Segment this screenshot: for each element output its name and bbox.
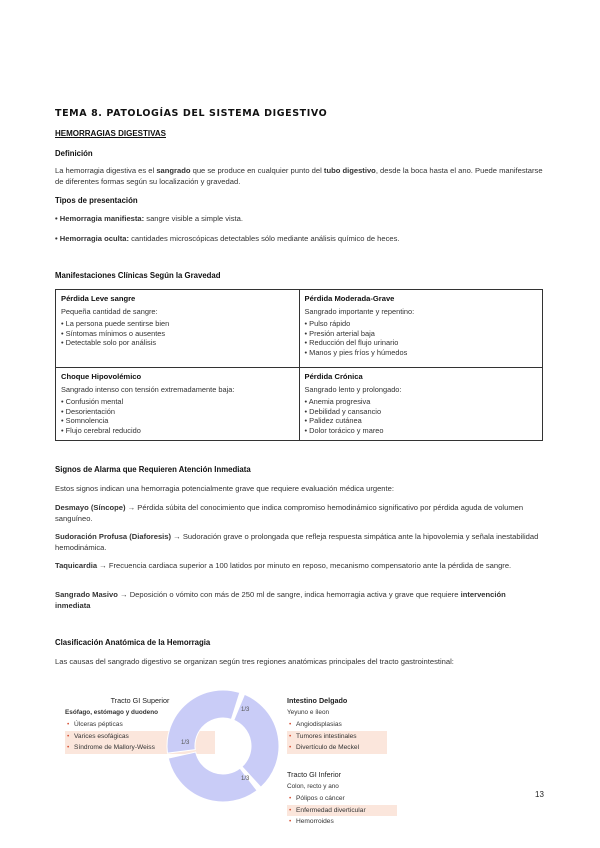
cell-item: • Pulso rápido <box>304 319 351 329</box>
alarm-label: Taquicardia <box>55 561 98 570</box>
cell-subtitle: Pequeña cantidad de sangre: <box>61 306 158 316</box>
cell-item: • Flujo cerebral reducido <box>61 425 141 435</box>
alarm-item <box>55 560 543 571</box>
cell-item: • La persona puede sentirse bien <box>61 319 170 329</box>
lower-gi-title: Tracto GI Inferior <box>287 770 342 779</box>
donut-chart <box>163 684 283 809</box>
small-intestine-item: • Divertículo de Meckel <box>287 742 387 754</box>
alarm-label: Sudoración Profusa (Diaforesis) <box>55 532 172 541</box>
page-number: 13 <box>535 790 544 799</box>
lower-gi-item: • Enfermedad diverticular <box>287 805 397 817</box>
upper-gi-item: • Úlceras pépticas <box>65 719 215 731</box>
manifestations-heading: Manifestaciones Clínicas Según la Gravedad <box>55 271 221 280</box>
type-item <box>55 233 543 244</box>
anatomic-intro: Las causas del sangrado digestivo se organizan según tres regiones anatómicas principales del tracto gastrointestinal: <box>55 657 454 666</box>
cell-title: Pérdida Moderada-Grave <box>304 294 395 303</box>
definition-heading: Definición <box>55 149 93 158</box>
segment-label: 1/3 <box>241 776 250 782</box>
alarm-item <box>55 502 543 524</box>
cell-subtitle: Sangrado intenso con tensión extremadamente baja: <box>61 384 235 394</box>
severity-cell <box>56 368 300 441</box>
cell-item: • Desorientación <box>61 406 115 416</box>
upper-gi-item: • Síndrome de Mallory-Weiss <box>65 742 215 754</box>
small-intestine-box <box>287 696 387 754</box>
cell-title: Pérdida Crónica <box>304 372 363 381</box>
type-label: • Hemorragia oculta: <box>55 234 129 243</box>
alarm-text: → Pérdida súbita del conocimiento que indica compromiso hemodinámico significativo por pérdida aguda de volumen sanguíneo. <box>55 503 524 523</box>
type-label: • Hemorragia manifiesta: <box>55 214 145 223</box>
cell-item: • Somnolencia <box>61 416 109 426</box>
alarm-label: Sangrado Masivo <box>55 590 118 599</box>
page-title: TEMA 8. PATOLOGÍAS DEL SISTEMA DIGESTIVO <box>55 108 328 119</box>
lower-gi-item: • Pólipos o cáncer <box>287 793 397 805</box>
alarm-label: Desmayo (Síncope) <box>55 503 126 512</box>
severity-cell <box>299 368 543 441</box>
alarm-heading: Signos de Alarma que Requieren Atención Inmediata <box>55 465 251 474</box>
type-text: sangre visible a simple vista. <box>144 214 243 223</box>
cell-item: • Reducción del flujo urinario <box>304 338 399 348</box>
definition-bold-2: tubo digestivo <box>323 166 376 175</box>
type-text: cantidades microscópicas detectables sólo mediante análisis químico de heces. <box>128 234 400 243</box>
alarm-intro: Estos signos indican una hemorragia potencialmente grave que requiere evaluación médica urgente: <box>55 484 394 493</box>
cell-subtitle: Sangrado importante y repentino: <box>304 306 415 316</box>
cell-item: • Detectable solo por análisis <box>61 338 157 348</box>
alarm-emphasis: intervención inmediata <box>55 590 506 610</box>
cell-item: • Confusión mental <box>61 397 124 407</box>
segment-label: 1/3 <box>241 707 250 713</box>
section-title: HEMORRAGIAS DIGESTIVAS <box>55 129 166 138</box>
alarm-item <box>55 589 543 611</box>
lower-gi-box <box>287 770 397 828</box>
cell-item: • Debilidad y cansancio <box>304 406 382 416</box>
severity-table <box>55 289 543 441</box>
small-intestine-item: • Angiodisplasias <box>287 719 387 731</box>
anatomic-diagram <box>55 684 545 848</box>
donut-segment <box>167 690 240 753</box>
cell-item: • Síntomas mínimos o ausentes <box>61 328 166 338</box>
definition-paragraph <box>55 165 543 187</box>
alarm-item <box>55 531 543 553</box>
upper-gi-subtitle: Esófago, estómago y duodeno <box>65 709 159 716</box>
cell-item: • Presión arterial baja <box>304 328 375 338</box>
cell-title: Choque Hipovolémico <box>61 372 142 381</box>
definition-text-1: La hemorragia digestiva es el <box>55 166 157 175</box>
definition-text-2: que se produce en cualquier punto del <box>190 166 324 175</box>
lower-gi-subtitle: Colon, recto y ano <box>287 783 339 790</box>
anatomic-heading: Clasificación Anatómica de la Hemorragia <box>55 638 211 647</box>
alarm-text: → Sudoración grave o prolongada que refleja respuesta simpática ante la hipovolemia y señala inestabilidad hemodinámica. <box>55 532 539 552</box>
alarm-text: → Deposición o vómito con más de 250 ml de sangre, indica hemorragia activa y grave que requiere <box>117 590 461 599</box>
types-heading: Tipos de presentación <box>55 196 138 205</box>
cell-item: • Dolor torácico y mareo <box>304 425 384 435</box>
cell-item: • Manos y pies fríos y húmedos <box>304 347 408 357</box>
severity-cell <box>56 290 300 368</box>
small-intestine-subtitle: Yeyuno e íleon <box>287 709 330 716</box>
alarm-text: → Frecuencia cardiaca superior a 100 latidos por minuto en reposo, mecanismo compensatorio ante la pérdida de sangre. <box>97 561 512 570</box>
lower-gi-item: • Hemorroides <box>287 816 397 828</box>
small-intestine-title: Intestino Delgado <box>287 696 348 705</box>
severity-cell <box>299 290 543 368</box>
small-intestine-item: • Tumores intestinales <box>287 731 387 743</box>
cell-subtitle: Sangrado lento y prolongado: <box>304 384 402 394</box>
upper-gi-title: Tracto GI Superior <box>110 696 170 705</box>
upper-gi-item: • Varices esofágicas <box>65 731 215 743</box>
cell-title: Pérdida Leve sangre <box>61 294 136 303</box>
segment-label: 1/3 <box>181 740 190 746</box>
cell-item: • Anemia progresiva <box>304 397 371 407</box>
definition-bold-1: sangrado <box>156 166 191 175</box>
definition-text-3: , desde la boca hasta el ano. Puede manifestarse de diferentes formas según su localización y gravedad. <box>55 166 543 186</box>
cell-item: • Palidez cutánea <box>304 416 362 426</box>
type-item <box>55 213 543 224</box>
